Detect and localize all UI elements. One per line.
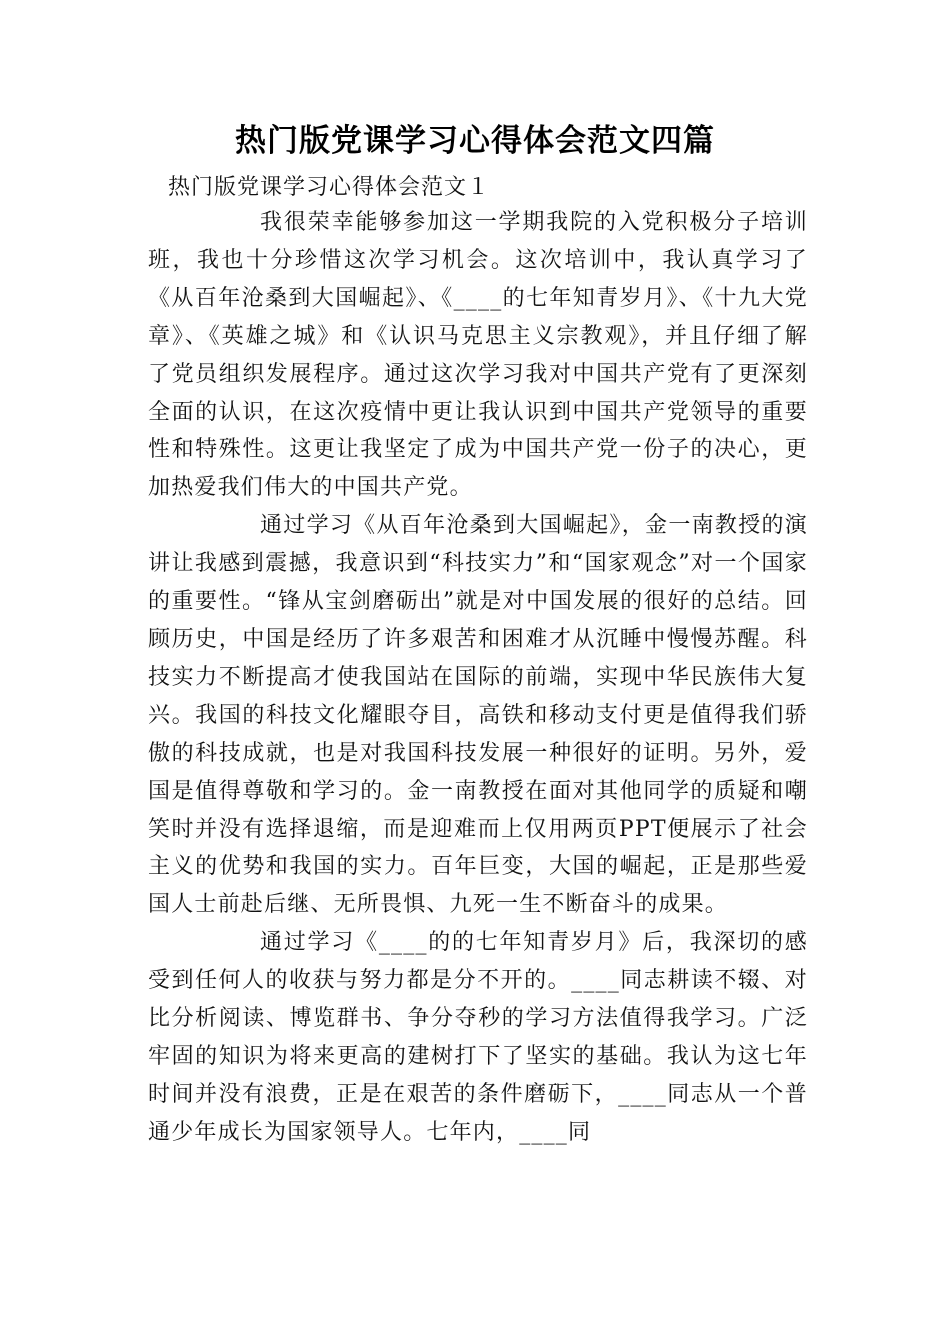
paragraph: 通过学习《____的的七年知青岁月》后，我深切的感受到任何人的收获与努力都是分不开的。____同志耕读不辍、对比分析阅读、博览群书、争分夺秒的学习方法值得我学习。广泛牢固的知识为将来更高的建树打下了坚实的基础。我认为这七年时间并没有浪费，正是在艰苦的条件磨砺下，____同志从一个普通少年成长为国家领导人。七年内，____同 — [148, 930, 808, 1145]
document-body — [148, 204, 808, 1152]
paragraph: 我很荣幸能够参加这一学期我院的入党积极分子培训班，我也十分珍惜这次学习机会。这次培训中，我认真学习了《从百年沧桑到大国崛起》、《____的七年知青岁月》、《十九大党章》、《英雄之城》和《认识马克思主义宗教观》，并且仔细了解了党员组织发展程序。通过这次学习我对中国共产党有了更深刻全面的认识，在这次疫情中更让我认识到中国共产党领导的重要性和特殊性。这更让我坚定了成为中国共产党一份子的决心，更加热爱我们伟大的中国共产党。 — [148, 210, 808, 501]
paragraph: 通过学习《从百年沧桑到大国崛起》，金一南教授的演讲让我感到震撼，我意识到“科技实力”和“国家观念”对一个国家的重要性。“锋从宝剑磨砺出”就是对中国发展的很好的总结。回顾历史，中国是经历了许多艰苦和困难才从沉睡中慢慢苏醒。科技实力不断提高才使我国站在国际的前端，实现中华民族伟大复兴。我国的科技文化耀眼夺目，高铁和移动支付更是值得我们骄傲的科技成就，也是对我国科技发展一种很好的证明。另外，爱国是值得尊敬和学习的。金一南教授在面对其他同学的质疑和嘲笑时并没有选择退缩，而是迎难而上仅用两页PPT便展示了社会主义的优势和我国的实力。百年巨变，大国的崛起，正是那些爱国人士前赴后继、无所畏惧、九死一生不断奋斗的成果。 — [148, 513, 808, 918]
document-title: 热门版党课学习心得体会范文四篇 — [235, 123, 715, 159]
section-heading: 热门版党课学习心得体会范文１ — [168, 175, 491, 200]
